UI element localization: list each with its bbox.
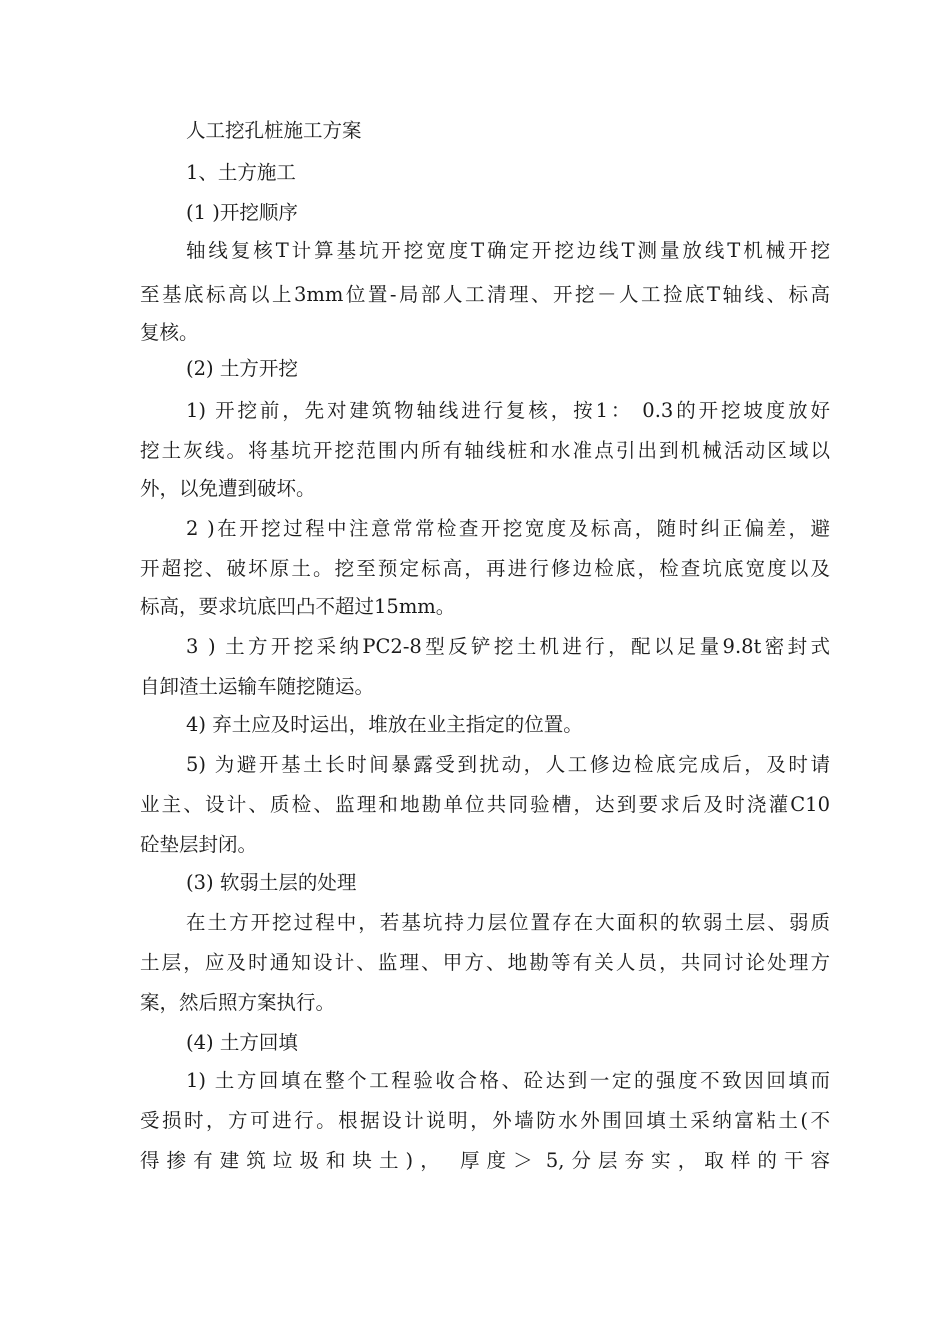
subsection-heading: (3) 软弱土层的处理: [186, 871, 357, 894]
paragraph-line: 挖土灰线。将基坑开挖范围内所有轴线桩和水准点引出到机械活动区域以: [140, 439, 830, 462]
paragraph-line: 4) 弃土应及时运出，堆放在业主指定的位置。: [186, 713, 583, 736]
paragraph-line: 得掺有建筑垃圾和块土)， 厚度＞ 5,分层夯实，取样的干容: [140, 1149, 830, 1172]
paragraph-line: 在土方开挖过程中，若基坑持力层位置存在大面积的软弱土层、弱质: [186, 911, 830, 934]
paragraph-line: 1) 开挖前，先对建筑物轴线进行复核，按1： 0.3的开挖坡度放好: [186, 399, 830, 422]
paragraph-line: 5) 为避开基土长时间暴露受到扰动，人工修边检底完成后，及时请: [186, 753, 830, 776]
document-title: 人工挖孔桩施工方案: [186, 119, 362, 142]
section-heading: 1、土方施工: [186, 161, 296, 184]
paragraph-line: 2 )在开挖过程中注意常常检查开挖宽度及标高，随时纠正偏差，避: [186, 517, 830, 540]
paragraph-line: 1) 土方回填在整个工程验收合格、砼达到一定的强度不致因回填而: [186, 1069, 830, 1092]
paragraph-line: 标高，要求坑底凹凸不超过15mm。: [140, 595, 456, 618]
paragraph-line: 开超挖、破坏原土。挖至预定标高，再进行修边检底，检查坑底宽度以及: [140, 557, 830, 580]
paragraph-line: 案，然后照方案执行。: [140, 991, 336, 1014]
paragraph-line: 外，以免遭到破坏。: [140, 477, 316, 500]
paragraph-line: 至基底标高以上3mm位置-局部人工清理、开挖－人工捡底T轴线、标高: [140, 283, 830, 306]
paragraph-line: 轴线复核T计算基坑开挖宽度T确定开挖边线T测量放线T机械开挖: [186, 239, 830, 262]
paragraph-line: 受损时，方可进行。根据设计说明，外墙防水外围回填土采纳富粘土(不: [140, 1109, 830, 1132]
paragraph-line: 3 ) 土方开挖采纳PC2-8型反铲挖土机进行，配以足量9.8t密封式: [186, 635, 830, 658]
subsection-heading: (4) 土方回填: [186, 1031, 298, 1054]
paragraph-line: 复核。: [140, 321, 199, 344]
paragraph-line: 自卸渣土运输车随挖随运。: [140, 675, 375, 698]
paragraph-line: 砼垫层封闭。: [140, 833, 258, 856]
paragraph-line: 土层，应及时通知设计、监理、甲方、地勘等有关人员，共同讨论处理方: [140, 951, 830, 974]
paragraph-line: 业主、设计、质检、监理和地勘单位共同验槽，达到要求后及时浇灌C10: [140, 793, 830, 816]
subsection-heading: (2) 土方开挖: [186, 357, 298, 380]
subsection-heading: (1 )开挖顺序: [186, 201, 298, 224]
